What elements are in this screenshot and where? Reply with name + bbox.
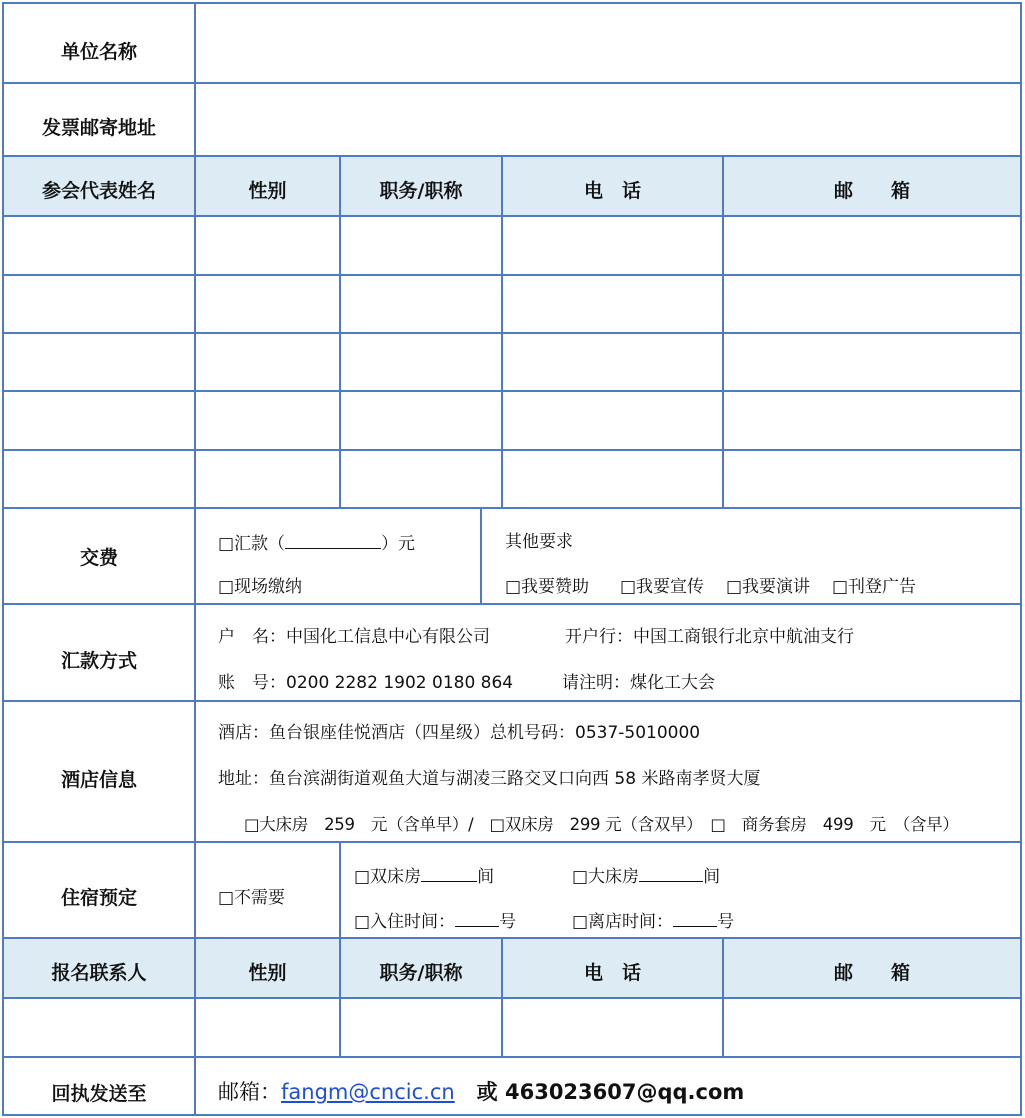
delegate-gender-header: 性别 — [248, 179, 287, 202]
checkout-option[interactable] — [572, 910, 734, 932]
account-number: 账 号：0200 2282 1902 0180 864 — [218, 673, 514, 693]
twin-room-prefix: □双床房 — [354, 867, 422, 887]
hotel-address: 地址：鱼台滨湖街道观鱼大道与湖凌三路交叉口向西 58 米路南孝贤大厦 — [218, 769, 761, 789]
other-requirements-title: 其他要求 — [505, 532, 573, 552]
border-line — [2, 2, 1022, 4]
checkin-prefix: □入住时间： — [354, 912, 456, 932]
border-line — [1020, 2, 1022, 1116]
contact-name-header: 报名联系人 — [51, 961, 147, 984]
checkout-date-blank[interactable] — [673, 910, 717, 927]
promote-option[interactable]: □我要宣传 — [620, 577, 705, 597]
border-line — [2, 449, 1022, 451]
contact-phone-header: 电 话 — [583, 961, 641, 984]
reply-email-line — [218, 1080, 744, 1104]
checkout-prefix: □离店时间： — [572, 912, 674, 932]
delegate-email-header: 邮 箱 — [833, 179, 910, 202]
invoice-address-label: 发票邮寄地址 — [41, 116, 156, 139]
contact-email-header: 邮 箱 — [833, 961, 910, 984]
twin-room-suffix: 间 — [477, 867, 495, 887]
border-line — [2, 155, 1022, 157]
delegate-phone-header: 电 话 — [583, 179, 641, 202]
border-line — [2, 1056, 1022, 1058]
twin-room-option[interactable] — [354, 865, 494, 887]
twin-room-count-blank[interactable] — [421, 865, 477, 882]
remit-note: 请注明：煤化工大会 — [562, 673, 715, 693]
king-room-option[interactable] — [572, 865, 720, 887]
king-room-prefix: □大床房 — [572, 867, 640, 887]
border-line — [2, 82, 1022, 84]
border-line — [2, 332, 1022, 334]
reply-email-link[interactable]: fangm@cncic.cn — [281, 1080, 455, 1104]
onsite-payment-option[interactable]: □现场缴纳 — [218, 577, 303, 597]
remit-amount-suffix: ）元 — [381, 534, 416, 554]
border-line — [2, 603, 1022, 605]
remit-amount-option[interactable] — [218, 532, 415, 554]
unit-name-label: 单位名称 — [60, 40, 137, 63]
account-name: 户 名：中国化工信息中心有限公司 — [218, 627, 490, 647]
checkout-suffix: 号 — [717, 912, 735, 932]
border-line — [2, 390, 1022, 392]
border-line — [2, 841, 1022, 843]
sponsor-option[interactable]: □我要赞助 — [505, 577, 590, 597]
reply-to-label: 回执发送至 — [51, 1082, 147, 1105]
speech-option[interactable]: □我要演讲 — [726, 577, 811, 597]
fee-label: 交费 — [79, 546, 118, 569]
checkin-date-blank[interactable] — [455, 910, 499, 927]
remit-amount-blank[interactable] — [285, 532, 381, 549]
delegate-position-header: 职务/职称 — [379, 179, 463, 202]
no-need-option[interactable]: □不需要 — [218, 888, 286, 908]
reply-email-prefix: 邮箱： — [218, 1080, 281, 1104]
delegate-name-header: 参会代表姓名 — [41, 179, 156, 202]
border-line — [339, 841, 341, 939]
remit-amount-prefix: □汇款（ — [218, 534, 286, 554]
border-line — [480, 507, 482, 605]
checkin-option[interactable] — [354, 910, 516, 932]
hotel-info-label: 酒店信息 — [60, 768, 137, 791]
king-room-count-blank[interactable] — [639, 865, 703, 882]
hotel-name: 酒店：鱼台银座佳悦酒店（四星级）总机号码：0537-5010000 — [218, 723, 701, 743]
advertise-option[interactable]: □刊登广告 — [832, 577, 917, 597]
border-line — [2, 215, 1022, 217]
king-room-suffix: 间 — [703, 867, 721, 887]
account-bank: 开户行：中国工商银行北京中航油支行 — [565, 627, 854, 647]
hotel-room-options[interactable]: □大床房 259 元（含单早）/ □双床房 299 元（含双早） □ 商务套房 499 元 （含早） — [244, 815, 959, 834]
checkin-suffix: 号 — [499, 912, 517, 932]
contact-position-header: 职务/职称 — [379, 961, 463, 984]
remit-method-label: 汇款方式 — [60, 649, 137, 672]
border-line — [2, 997, 1022, 999]
contact-gender-header: 性别 — [248, 961, 287, 984]
stay-booking-label: 住宿预定 — [60, 886, 137, 909]
reply-alt-email: 或 463023607@qq.com — [476, 1080, 745, 1104]
border-line — [2, 274, 1022, 276]
